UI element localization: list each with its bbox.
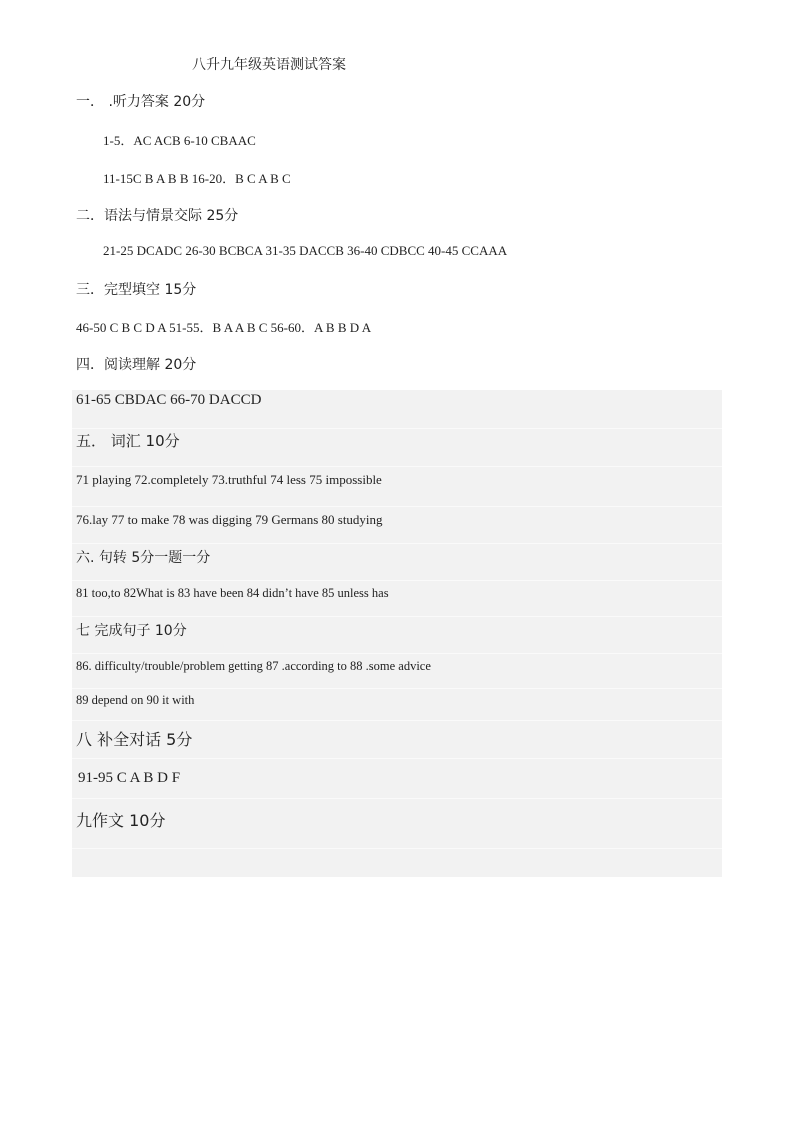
answer-line: 86. difficulty/trouble/problem getting 87 .according to 88 .some advice xyxy=(76,659,431,673)
page-title: 八升九年级英语测试答案 xyxy=(192,57,346,73)
section-heading: 八 补全对话 5分 xyxy=(76,730,193,749)
section-heading: 三．完型填空 15分 xyxy=(76,282,197,298)
row-separator xyxy=(72,848,722,849)
answer-line: 11-15C B A B B 16-20．B C A B C xyxy=(103,171,291,186)
answer-line: 1-5．AC ACB 6-10 CBAAC xyxy=(103,133,256,148)
answer-line: 81 too,to 82What is 83 have been 84 didn’t have 85 unless has xyxy=(76,586,389,600)
answer-line: 61-65 CBDAC 66-70 DACCD xyxy=(76,392,262,408)
answer-line: 76.lay 77 to make 78 was digging 79 Germans 80 studying xyxy=(76,512,383,527)
row-separator xyxy=(72,506,722,507)
answer-line: 89 depend on 90 it with xyxy=(76,693,195,707)
row-separator xyxy=(72,428,722,429)
answer-line: 21-25 DCADC 26-30 BCBCA 31-35 DACCB 36-40 CDBCC 40-45 CCAAA xyxy=(103,243,508,258)
section-heading: 九作文 10分 xyxy=(76,811,166,830)
row-separator xyxy=(72,688,722,689)
answer-line: 71 playing 72.completely 73.truthful 74 less 75 impossible xyxy=(76,472,382,487)
answer-line: 91-95 C A B D F xyxy=(78,770,181,786)
section-heading: 一． .听力答案 20分 xyxy=(76,94,206,110)
answer-line: 46-50 C B C D A 51-55．B A A B C 56-60．A B B D A xyxy=(76,320,372,335)
section-heading: 四．阅读理解 20分 xyxy=(76,357,197,373)
section-heading: 七 完成句子 10分 xyxy=(76,623,187,639)
row-separator xyxy=(72,720,722,721)
row-separator xyxy=(72,543,722,544)
section-heading: 五． 词汇 10分 xyxy=(76,432,180,450)
row-separator xyxy=(72,580,722,581)
section-heading: 六. 句转 5分一题一分 xyxy=(76,550,211,566)
row-separator xyxy=(72,616,722,617)
row-separator xyxy=(72,653,722,654)
section-heading: 二．语法与情景交际 25分 xyxy=(76,208,239,224)
row-separator xyxy=(72,798,722,799)
row-separator xyxy=(72,466,722,467)
row-separator xyxy=(72,758,722,759)
